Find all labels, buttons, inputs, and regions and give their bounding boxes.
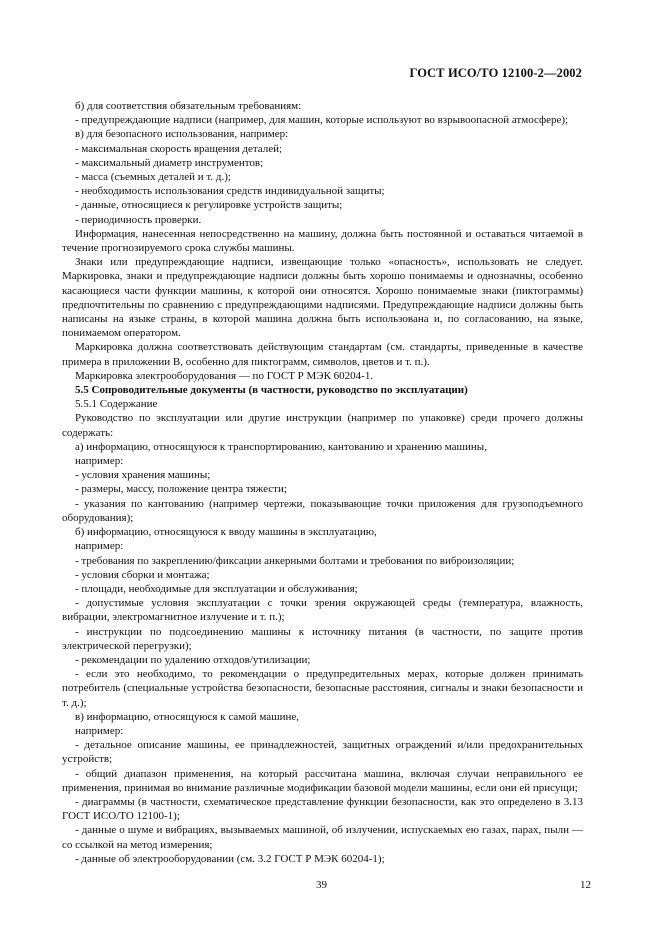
- document-body: [62, 99, 583, 866]
- list-item: - если это необходимо, то рекомендации о предупредительных мерах, которые должен принимать потребитель (специальные устройства безопасности, безопасные расстояния, сигналы и знаки безопасности и т. д.);: [62, 668, 583, 709]
- list-item: - необходимость использования средств индивидуальной защиты;: [75, 185, 385, 198]
- paragraph: Маркировка электрооборудования — по ГОСТ Р МЭК 60204-1.: [75, 369, 374, 382]
- subsection-heading: 5.5.1 Содержание: [75, 398, 158, 411]
- section-heading: 5.5 Сопроводительные документы (в частности, руководство по эксплуатации): [75, 384, 468, 397]
- paragraph: Знаки или предупреждающие надписи, извещающие только «опасность», использовать не следует. Маркировка, знаки и предупреждающие надписи должны быть хорошо понимаемы и однозначны, особенно касающиеся части функции машины, к которой они относятся. Хорошо понимаемые знаки (пиктограммы) предпочтительны по сравнению с предупреждающими надписями. Предупреждающие надписи должны быть написаны на языке страны, в которой машина должна быть использована и, по согласованию, на языке, понимаемом оператором.: [62, 256, 583, 340]
- page-number: 39: [316, 879, 327, 891]
- document-header-title: ГОСТ ИСО/ТО 12100-2—2002: [409, 66, 582, 80]
- text-line: в) информацию, относящуюся к самой машине,: [75, 710, 299, 723]
- list-item: - масса (съемных деталей и т. д.);: [75, 171, 231, 184]
- paragraph: Информация, нанесенная непосредственно на машину, должна быть постоянной и оставаться читаемой в течение прогнозируемого срока службы машины.: [62, 227, 583, 255]
- list-item: - предупреждающие надписи (например, для машин, которые используют во взрывоопасной атмосфере);: [75, 114, 569, 127]
- list-item: - диаграммы (в частности, схематическое представление функции безопасности, как это определено в 3.13 ГОСТ ИСО/ТО 12100-1);: [62, 795, 583, 823]
- list-item: - площади, необходимые для эксплуатации и обслуживания;: [75, 582, 358, 595]
- text-line: а) информацию, относящуюся к транспортированию, кантованию и хранению машины,: [75, 440, 487, 453]
- text-line: например:: [75, 455, 124, 468]
- list-item: - данные о шуме и вибрациях, вызываемых машиной, об излучении, испускаемых ею газах, парах, пыли — со ссылкой на метод измерения;: [62, 824, 583, 851]
- list-item: - условия сборки и монтажа;: [75, 568, 210, 581]
- paragraph: Маркировка должна соответствовать действующим стандартам (см. стандарты, приведенные в качестве примера в приложении В, особенно для пиктограмм, символов, цветов и т. п.).: [62, 341, 583, 368]
- footer-mark: 12: [580, 879, 591, 891]
- list-item: - условия хранения машины;: [75, 469, 211, 482]
- list-item: - максимальная скорость вращения деталей;: [75, 142, 283, 155]
- list-item: - данные об электрооборудовании (см. 3.2 ГОСТ Р МЭК 60204-1);: [75, 852, 385, 865]
- paragraph: Руководство по эксплуатации или другие инструкции (например по упаковке) среди прочего должны содержать:: [62, 412, 583, 439]
- text-line: например:: [75, 540, 124, 553]
- list-item: - данные, относящиеся к регулировке устройств защиты;: [75, 199, 343, 212]
- list-item: - допустимые условия эксплуатации с точки зрения окружающей среды (температура, влажность, вибрации, электромагнитное излучение и т. п.);: [62, 597, 583, 624]
- list-item: - указания по кантованию (например чертежи, показывающие точки приложения для грузоподъемного оборудования);: [62, 497, 583, 524]
- text-line: в) для безопасного использования, например:: [75, 128, 289, 141]
- list-item: - требования по закреплению/фиксации анкерными болтами и требования по виброизоляции;: [75, 554, 515, 567]
- text-line: б) для соответствия обязательным требованиям:: [75, 100, 302, 112]
- list-item: - рекомендации по удалению отходов/утилизации;: [75, 653, 311, 666]
- text-line: б) информацию, относящуюся к вводу машины в эксплуатацию,: [75, 526, 377, 539]
- list-item: - общий диапазон применения, на который рассчитана машина, включая случаи неправильного ее применения, принимая во внимание различные модификации базовой модели машины, если они ей присущи;: [62, 767, 583, 794]
- list-item: - инструкции по подсоединению машины к источнику питания (в частности, по защите против электрической перегрузки);: [62, 625, 583, 652]
- list-item: - размеры, массу, положение центра тяжести;: [75, 483, 287, 496]
- list-item: - периодичность проверки.: [75, 213, 202, 226]
- text-line: например:: [75, 724, 124, 737]
- list-item: - детальное описание машины, ее принадлежностей, защитных ограждений и/или предохранительных устройств;: [62, 739, 583, 766]
- list-item: - максимальный диаметр инструментов;: [75, 156, 264, 169]
